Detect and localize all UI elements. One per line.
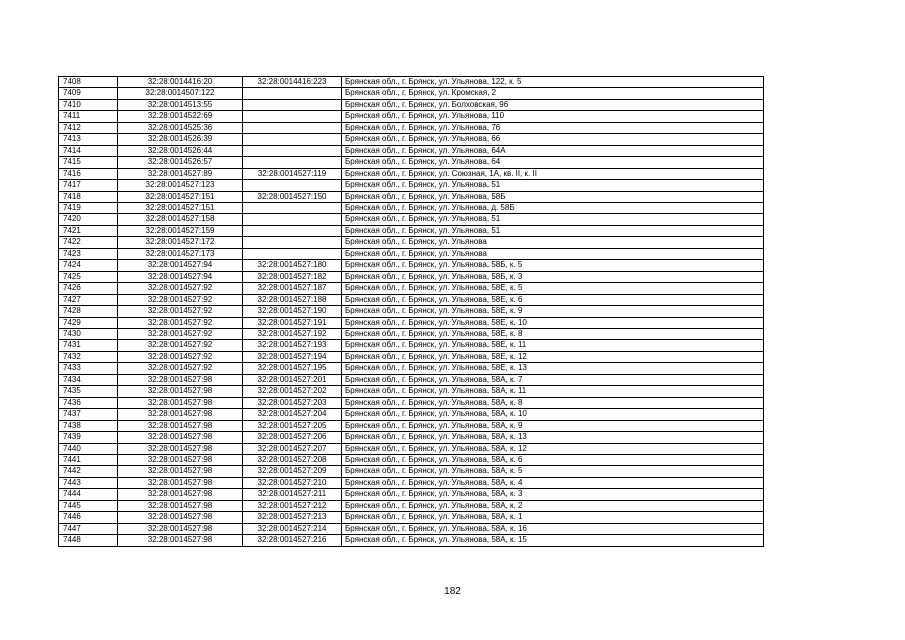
row-number-cell: 7442 xyxy=(59,466,118,477)
cadastral-number-cell: 32:28:0014527:98 xyxy=(118,466,243,477)
address-cell: Брянская обл., г. Брянск, ул. Ульянова, 58Е, к. 8 xyxy=(342,328,764,339)
object-number-cell: 32:28:0014527:194 xyxy=(243,351,342,362)
table-row xyxy=(59,294,764,305)
cadastral-number-cell: 32:28:0014527:159 xyxy=(118,225,243,236)
row-number-cell: 7435 xyxy=(59,386,118,397)
row-number-cell: 7433 xyxy=(59,363,118,374)
object-number-cell xyxy=(243,88,342,99)
object-number-cell: 32:28:0014527:214 xyxy=(243,523,342,534)
cadastral-number-cell: 32:28:0014527:98 xyxy=(118,489,243,500)
address-cell: Брянская обл., г. Брянск, ул. Ульянова, 58А, к. 2 xyxy=(342,500,764,511)
object-number-cell: 32:28:0014527:202 xyxy=(243,386,342,397)
table-row xyxy=(59,168,764,179)
object-number-cell: 32:28:0014527:187 xyxy=(243,283,342,294)
table-row xyxy=(59,271,764,282)
table-row xyxy=(59,386,764,397)
address-cell: Брянская обл., г. Брянск, ул. Ульянова, 58А, к. 9 xyxy=(342,420,764,431)
object-number-cell: 32:28:0014527:210 xyxy=(243,477,342,488)
table-row xyxy=(59,432,764,443)
cadastral-number-cell: 32:28:0014527:98 xyxy=(118,397,243,408)
table-row xyxy=(59,420,764,431)
row-number-cell: 7426 xyxy=(59,283,118,294)
table-row xyxy=(59,500,764,511)
cadastral-number-cell: 32:28:0014527:92 xyxy=(118,306,243,317)
row-number-cell: 7422 xyxy=(59,237,118,248)
cadastral-number-cell: 32:28:0014525:36 xyxy=(118,122,243,133)
table-row xyxy=(59,191,764,202)
table-row xyxy=(59,145,764,156)
cadastral-number-cell: 32:28:0014527:98 xyxy=(118,432,243,443)
cadastral-number-cell: 32:28:0014527:151 xyxy=(118,191,243,202)
row-number-cell: 7409 xyxy=(59,88,118,99)
row-number-cell: 7428 xyxy=(59,306,118,317)
table-row xyxy=(59,283,764,294)
address-cell: Брянская обл., г. Брянск, ул. Ульянова, д. 58Б xyxy=(342,202,764,213)
object-number-cell: 32:28:0014527:207 xyxy=(243,443,342,454)
row-number-cell: 7438 xyxy=(59,420,118,431)
table-row xyxy=(59,248,764,259)
table-row xyxy=(59,260,764,271)
address-cell: Брянская обл., г. Брянск, ул. Ульянова, 58А, к. 4 xyxy=(342,477,764,488)
address-cell: Брянская обл., г. Брянск, ул. Ульянова, 58А, к. 3 xyxy=(342,489,764,500)
row-number-cell: 7441 xyxy=(59,454,118,465)
row-number-cell: 7439 xyxy=(59,432,118,443)
row-number-cell: 7447 xyxy=(59,523,118,534)
object-number-cell xyxy=(243,248,342,259)
row-number-cell: 7412 xyxy=(59,122,118,133)
address-cell: Брянская обл., г. Брянск, ул. Ульянова, 58Б, к. 3 xyxy=(342,271,764,282)
address-cell: Брянская обл., г. Брянск, ул. Ульянова, 58Б, к. 5 xyxy=(342,260,764,271)
address-cell: Брянская обл., г. Брянск, ул. Ульянова, 58Е, к. 10 xyxy=(342,317,764,328)
cadastral-number-cell: 32:28:0014526:57 xyxy=(118,157,243,168)
cadastral-number-cell: 32:28:0014513:55 xyxy=(118,99,243,110)
row-number-cell: 7415 xyxy=(59,157,118,168)
address-cell: Брянская обл., г. Брянск, ул. Ульянова, 58А, к. 8 xyxy=(342,397,764,408)
object-number-cell: 32:28:0014527:205 xyxy=(243,420,342,431)
row-number-cell: 7437 xyxy=(59,409,118,420)
cadastral-number-cell: 32:28:0014527:92 xyxy=(118,351,243,362)
object-number-cell xyxy=(243,237,342,248)
cadastral-number-cell: 32:28:0014527:98 xyxy=(118,523,243,534)
object-number-cell xyxy=(243,157,342,168)
object-number-cell: 32:28:0014527:180 xyxy=(243,260,342,271)
row-number-cell: 7417 xyxy=(59,180,118,191)
row-number-cell: 7418 xyxy=(59,191,118,202)
row-number-cell: 7434 xyxy=(59,374,118,385)
object-number-cell xyxy=(243,99,342,110)
cadastral-number-cell: 32:28:0014527:98 xyxy=(118,477,243,488)
address-cell: Брянская обл., г. Брянск, ул. Ульянова, 58А, к. 12 xyxy=(342,443,764,454)
address-cell: Брянская обл., г. Брянск, ул. Ульянова, 58А, к. 7 xyxy=(342,374,764,385)
table-row xyxy=(59,512,764,523)
row-number-cell: 7421 xyxy=(59,225,118,236)
table-row xyxy=(59,340,764,351)
address-cell: Брянская обл., г. Брянск, ул. Ульянова, 76 xyxy=(342,122,764,133)
cadastral-number-cell: 32:28:0014527:98 xyxy=(118,386,243,397)
cadastral-number-cell: 32:28:0014527:98 xyxy=(118,420,243,431)
row-number-cell: 7448 xyxy=(59,535,118,546)
table-row xyxy=(59,306,764,317)
cadastral-number-cell: 32:28:0014527:98 xyxy=(118,535,243,546)
row-number-cell: 7419 xyxy=(59,202,118,213)
table-row xyxy=(59,99,764,110)
address-cell: Брянская обл., г. Брянск, ул. Ульянова, 58Е, к. 11 xyxy=(342,340,764,351)
cadastral-number-cell: 32:28:0014416:20 xyxy=(118,77,243,88)
object-number-cell: 32:28:0014527:193 xyxy=(243,340,342,351)
address-cell: Брянская обл., г. Брянск, ул. Ульянова, 58А, к. 13 xyxy=(342,432,764,443)
table-row xyxy=(59,111,764,122)
object-number-cell: 32:28:0014527:212 xyxy=(243,500,342,511)
table-row xyxy=(59,374,764,385)
cadastral-number-cell: 32:28:0014527:158 xyxy=(118,214,243,225)
object-number-cell: 32:28:0014527:150 xyxy=(243,191,342,202)
row-number-cell: 7436 xyxy=(59,397,118,408)
address-cell: Брянская обл., г. Брянск, ул. Ульянова, 58А, к. 5 xyxy=(342,466,764,477)
address-cell: Брянская обл., г. Брянск, ул. Союзная, 1А, кв. II, к. II xyxy=(342,168,764,179)
row-number-cell: 7429 xyxy=(59,317,118,328)
object-number-cell: 32:28:0014527:203 xyxy=(243,397,342,408)
cadastral-number-cell: 32:28:0014526:39 xyxy=(118,134,243,145)
table-row xyxy=(59,466,764,477)
address-cell: Брянская обл., г. Брянск, ул. Ульянова, 58Е, к. 5 xyxy=(342,283,764,294)
address-cell: Брянская обл., г. Брянск, ул. Ульянова, 58А, к. 1 xyxy=(342,512,764,523)
table-row xyxy=(59,477,764,488)
table-row xyxy=(59,317,764,328)
address-cell: Брянская обл., г. Брянск, ул. Ульянова, 58А, к. 15 xyxy=(342,535,764,546)
object-number-cell: 32:28:0014416:223 xyxy=(243,77,342,88)
object-number-cell: 32:28:0014527:209 xyxy=(243,466,342,477)
table-row xyxy=(59,88,764,99)
object-number-cell: 32:28:0014527:204 xyxy=(243,409,342,420)
address-cell: Брянская обл., г. Брянск, ул. Ульянова, 58Б xyxy=(342,191,764,202)
address-cell: Брянская обл., г. Брянск, ул. Ульянова, 51 xyxy=(342,225,764,236)
cadastral-number-cell: 32:28:0014527:123 xyxy=(118,180,243,191)
cadastral-number-cell: 32:28:0014527:89 xyxy=(118,168,243,179)
row-number-cell: 7424 xyxy=(59,260,118,271)
address-cell: Брянская обл., г. Брянск, ул. Ульянова, 58А, к. 10 xyxy=(342,409,764,420)
object-number-cell: 32:28:0014527:192 xyxy=(243,328,342,339)
row-number-cell: 7427 xyxy=(59,294,118,305)
table-row xyxy=(59,523,764,534)
cadastral-number-cell: 32:28:0014527:173 xyxy=(118,248,243,259)
row-number-cell: 7414 xyxy=(59,145,118,156)
page-number: 182 xyxy=(444,586,461,597)
object-number-cell xyxy=(243,111,342,122)
object-number-cell xyxy=(243,214,342,225)
address-cell: Брянская обл., г. Брянск, ул. Ульянова, 64А xyxy=(342,145,764,156)
address-cell: Брянская обл., г. Брянск, ул. Ульянова, 58Е, к. 6 xyxy=(342,294,764,305)
cadastral-number-cell: 32:28:0014527:98 xyxy=(118,443,243,454)
row-number-cell: 7420 xyxy=(59,214,118,225)
object-number-cell: 32:28:0014527:216 xyxy=(243,535,342,546)
object-number-cell xyxy=(243,134,342,145)
row-number-cell: 7445 xyxy=(59,500,118,511)
table-row xyxy=(59,454,764,465)
address-cell: Брянская обл., г. Брянск, ул. Ульянова xyxy=(342,248,764,259)
object-number-cell: 32:28:0014527:191 xyxy=(243,317,342,328)
row-number-cell: 7444 xyxy=(59,489,118,500)
object-number-cell: 32:28:0014527:206 xyxy=(243,432,342,443)
table-row xyxy=(59,202,764,213)
table-row xyxy=(59,397,764,408)
address-cell: Брянская обл., г. Брянск, ул. Ульянова, 58А, к. 11 xyxy=(342,386,764,397)
table-row xyxy=(59,157,764,168)
address-cell: Брянская обл., г. Брянск, ул. Ульянова, 58Е, к. 13 xyxy=(342,363,764,374)
row-number-cell: 7411 xyxy=(59,111,118,122)
row-number-cell: 7430 xyxy=(59,328,118,339)
table-row xyxy=(59,535,764,546)
object-number-cell: 32:28:0014527:195 xyxy=(243,363,342,374)
object-number-cell: 32:28:0014527:208 xyxy=(243,454,342,465)
object-number-cell xyxy=(243,180,342,191)
address-cell: Брянская обл., г. Брянск, ул. Ульянова, 58А, к. 6 xyxy=(342,454,764,465)
row-number-cell: 7446 xyxy=(59,512,118,523)
cadastral-number-cell: 32:28:0014527:92 xyxy=(118,294,243,305)
cadastral-number-cell: 32:28:0014527:98 xyxy=(118,409,243,420)
address-cell: Брянская обл., г. Брянск, ул. Ульянова, 122, к. 5 xyxy=(342,77,764,88)
object-number-cell: 32:28:0014527:188 xyxy=(243,294,342,305)
address-cell: Брянская обл., г. Брянск, ул. Ульянова, 110 xyxy=(342,111,764,122)
object-number-cell xyxy=(243,202,342,213)
cadastral-number-cell: 32:28:0014527:98 xyxy=(118,512,243,523)
object-number-cell: 32:28:0014527:213 xyxy=(243,512,342,523)
table-row xyxy=(59,180,764,191)
cadastral-number-cell: 32:28:0014507:122 xyxy=(118,88,243,99)
row-number-cell: 7413 xyxy=(59,134,118,145)
table-row xyxy=(59,237,764,248)
cadastral-table-body xyxy=(59,77,764,547)
cadastral-number-cell: 32:28:0014527:94 xyxy=(118,260,243,271)
table-row xyxy=(59,134,764,145)
object-number-cell xyxy=(243,225,342,236)
address-cell: Брянская обл., г. Брянск, ул. Ульянова, 58А, к. 16 xyxy=(342,523,764,534)
row-number-cell: 7432 xyxy=(59,351,118,362)
object-number-cell xyxy=(243,145,342,156)
cadastral-number-cell: 32:28:0014527:92 xyxy=(118,328,243,339)
table-row xyxy=(59,214,764,225)
address-cell: Брянская обл., г. Брянск, ул. Ульянова xyxy=(342,237,764,248)
object-number-cell: 32:28:0014527:119 xyxy=(243,168,342,179)
cadastral-number-cell: 32:28:0014527:92 xyxy=(118,317,243,328)
table-row xyxy=(59,328,764,339)
cadastral-number-cell: 32:28:0014522:69 xyxy=(118,111,243,122)
cadastral-number-cell: 32:28:0014527:98 xyxy=(118,374,243,385)
table-row xyxy=(59,122,764,133)
cadastral-table xyxy=(58,76,764,547)
table-row xyxy=(59,443,764,454)
table-row xyxy=(59,77,764,88)
address-cell: Брянская обл., г. Брянск, ул. Ульянова, 64 xyxy=(342,157,764,168)
cadastral-number-cell: 32:28:0014527:92 xyxy=(118,340,243,351)
cadastral-number-cell: 32:28:0014527:98 xyxy=(118,454,243,465)
object-number-cell: 32:28:0014527:201 xyxy=(243,374,342,385)
address-cell: Брянская обл., г. Брянск, ул. Ульянова, 51 xyxy=(342,180,764,191)
table-row xyxy=(59,351,764,362)
table-row xyxy=(59,363,764,374)
row-number-cell: 7416 xyxy=(59,168,118,179)
row-number-cell: 7423 xyxy=(59,248,118,259)
row-number-cell: 7440 xyxy=(59,443,118,454)
row-number-cell: 7443 xyxy=(59,477,118,488)
table-row xyxy=(59,409,764,420)
cadastral-number-cell: 32:28:0014527:92 xyxy=(118,363,243,374)
object-number-cell: 32:28:0014527:211 xyxy=(243,489,342,500)
cadastral-number-cell: 32:28:0014527:94 xyxy=(118,271,243,282)
table-row xyxy=(59,225,764,236)
address-cell: Брянская обл., г. Брянск, ул. Кромская, 2 xyxy=(342,88,764,99)
cadastral-number-cell: 32:28:0014526:44 xyxy=(118,145,243,156)
address-cell: Брянская обл., г. Брянск, ул. Ульянова, 66 xyxy=(342,134,764,145)
object-number-cell xyxy=(243,122,342,133)
cadastral-number-cell: 32:28:0014527:151 xyxy=(118,202,243,213)
cadastral-number-cell: 32:28:0014527:98 xyxy=(118,500,243,511)
row-number-cell: 7425 xyxy=(59,271,118,282)
address-cell: Брянская обл., г. Брянск, ул. Болховская, 96 xyxy=(342,99,764,110)
object-number-cell: 32:28:0014527:182 xyxy=(243,271,342,282)
row-number-cell: 7408 xyxy=(59,77,118,88)
table-row xyxy=(59,489,764,500)
row-number-cell: 7410 xyxy=(59,99,118,110)
address-cell: Брянская обл., г. Брянск, ул. Ульянова, 51 xyxy=(342,214,764,225)
address-cell: Брянская обл., г. Брянск, ул. Ульянова, 58Е, к. 12 xyxy=(342,351,764,362)
cadastral-number-cell: 32:28:0014527:172 xyxy=(118,237,243,248)
object-number-cell: 32:28:0014527:190 xyxy=(243,306,342,317)
cadastral-number-cell: 32:28:0014527:92 xyxy=(118,283,243,294)
address-cell: Брянская обл., г. Брянск, ул. Ульянова, 58Е, к. 9 xyxy=(342,306,764,317)
row-number-cell: 7431 xyxy=(59,340,118,351)
